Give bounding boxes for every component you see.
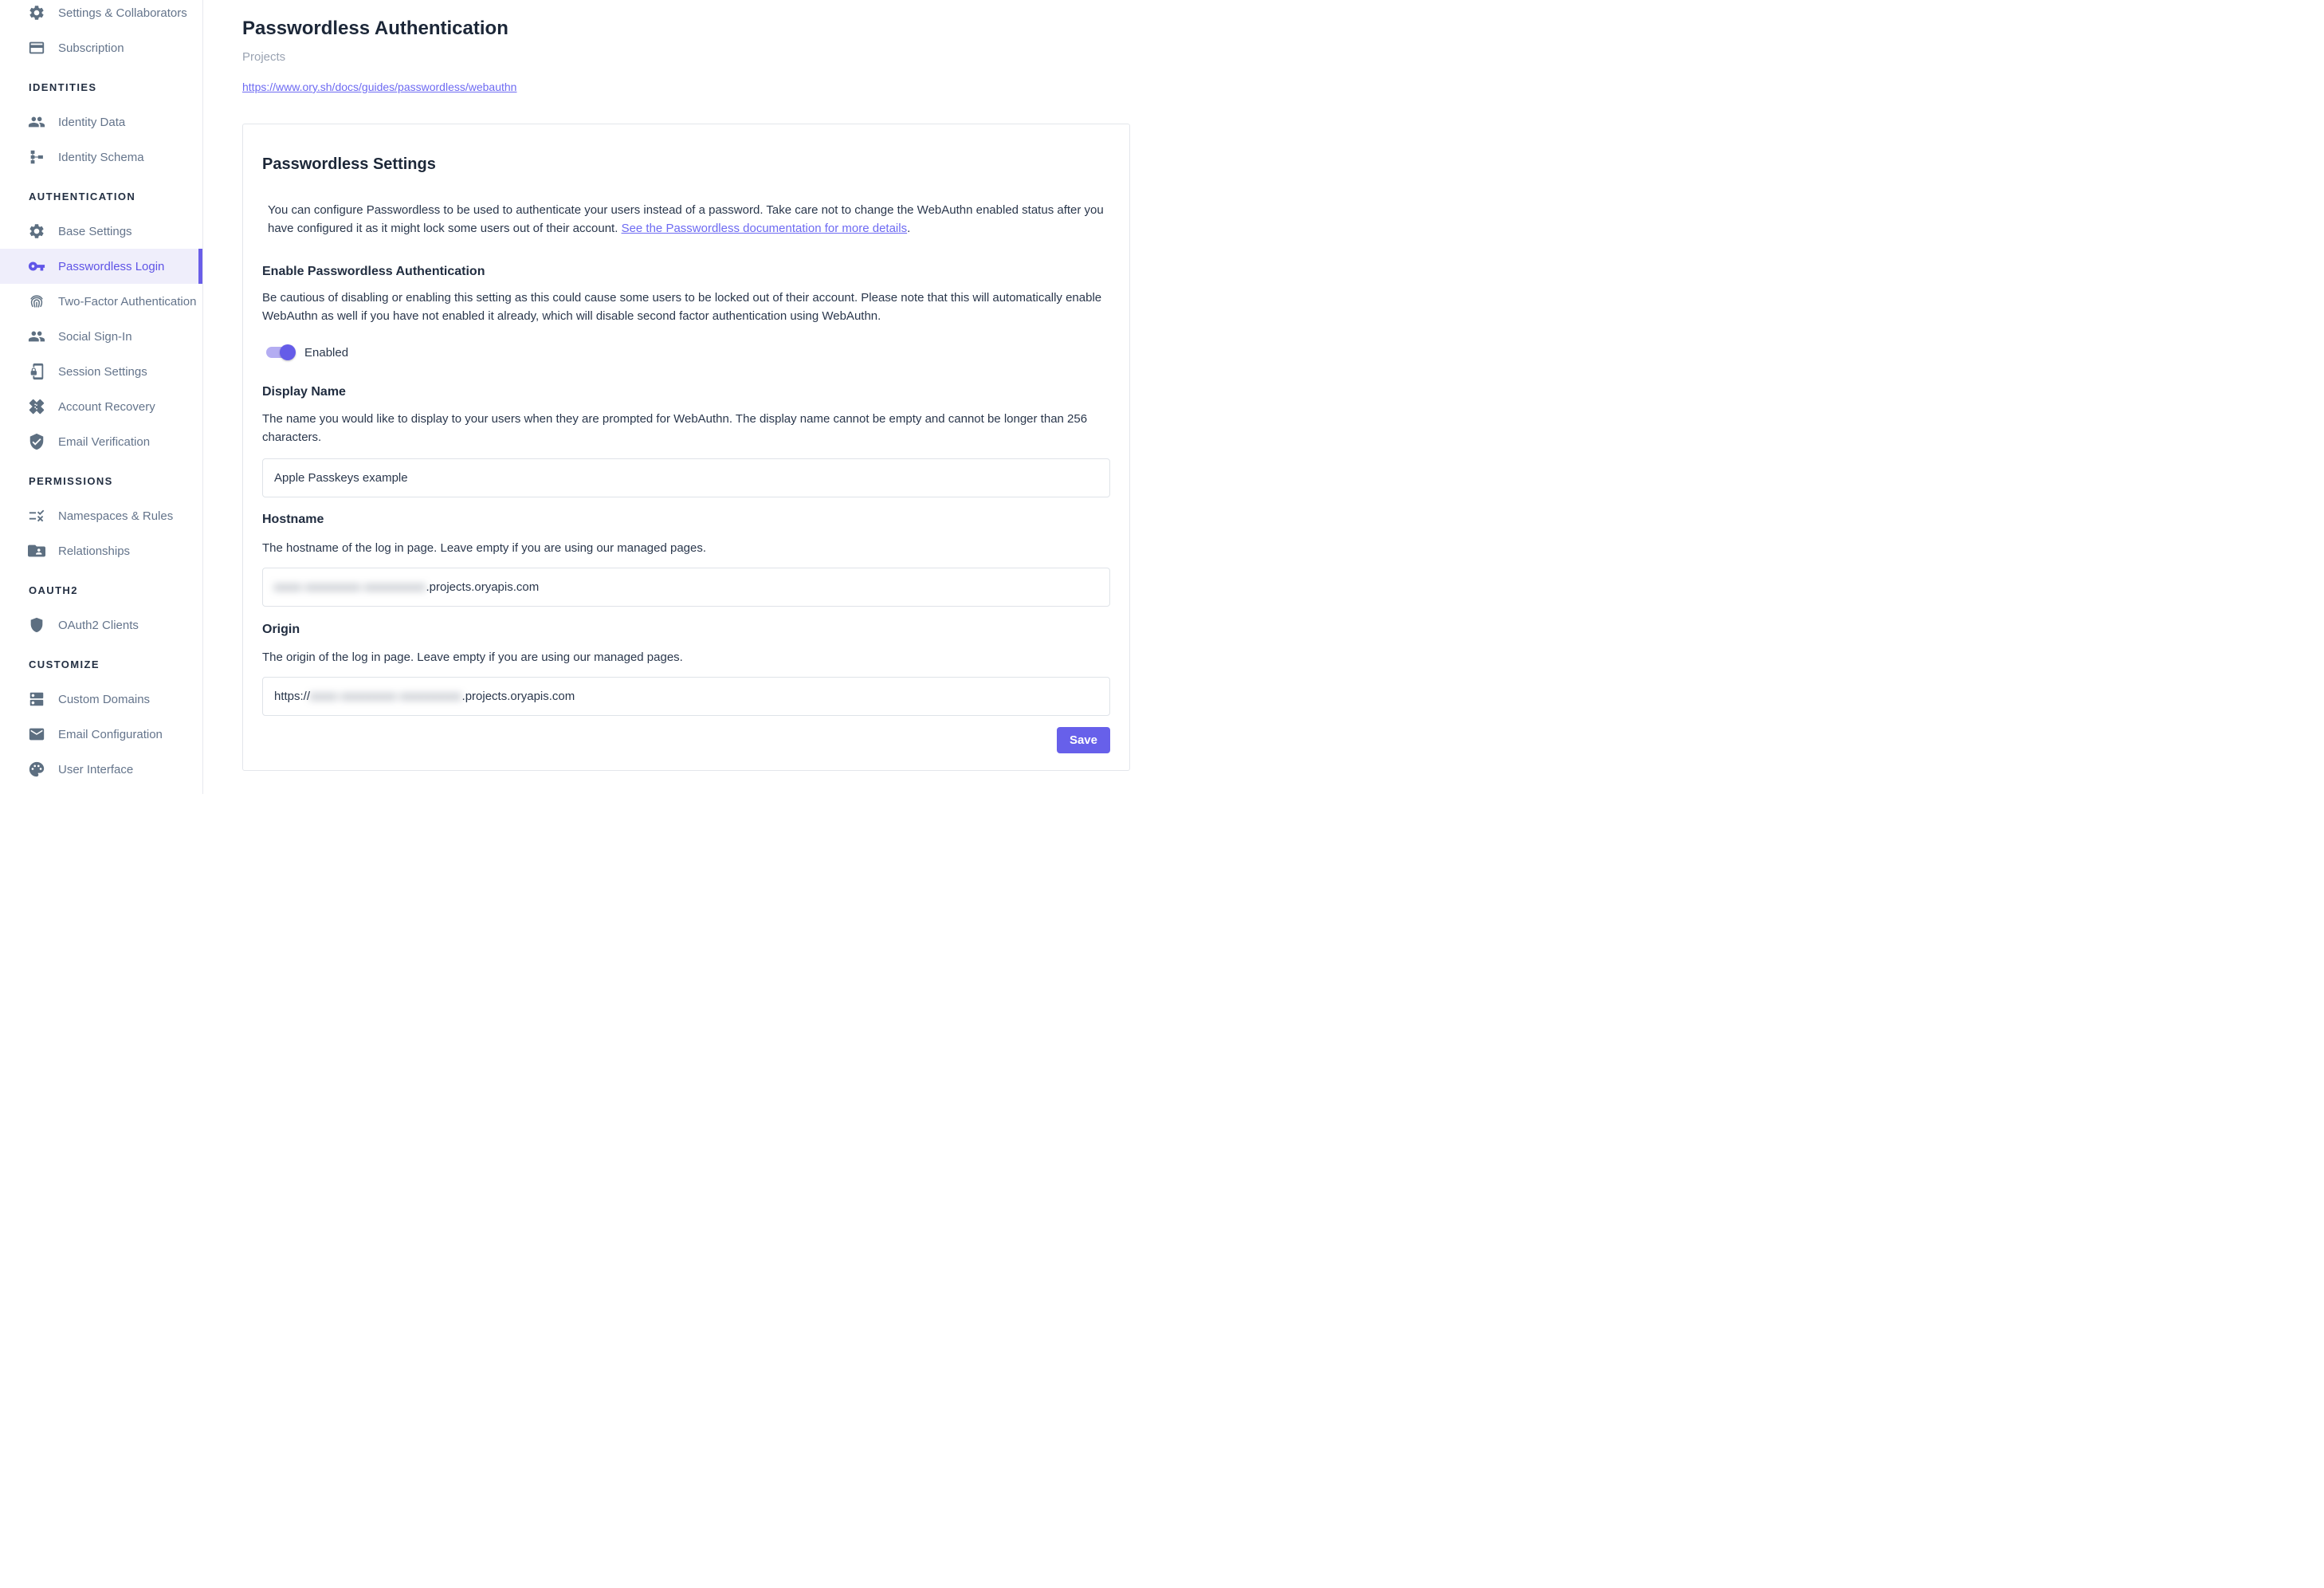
sidebar-item-label: Settings & Collaborators <box>58 6 187 20</box>
sidebar-item-user-interface[interactable] <box>0 752 202 787</box>
sidebar-item-custom-domains[interactable] <box>0 682 202 717</box>
hostname-input[interactable] <box>262 568 1110 607</box>
sidebar-item-label: Email Verification <box>58 434 151 449</box>
hostname-redacted-subdomain: xxxx-xxxxxxxx-xxxxxxxxx <box>274 580 426 594</box>
sidebar-section-customize: CUSTOMIZE <box>29 658 100 670</box>
bandage-icon <box>28 398 45 415</box>
sidebar-item-settings-collaborators[interactable] <box>0 0 202 30</box>
card-intro <box>262 201 1110 238</box>
sidebar-item-label: User Interface <box>58 762 134 776</box>
sidebar-item-label: Relationships <box>58 544 131 558</box>
breadcrumb: Projects <box>242 50 286 64</box>
sidebar-item-passwordless-login[interactable] <box>0 249 202 284</box>
sidebar <box>0 0 203 794</box>
passwordless-docs-link[interactable]: See the Passwordless documentation for more details <box>621 222 908 235</box>
enable-heading: Enable Passwordless Authentication <box>262 265 485 278</box>
credit-card-icon <box>28 39 45 57</box>
card-title: Passwordless Settings <box>262 155 436 173</box>
origin-suffix: .projects.oryapis.com <box>461 690 575 703</box>
sidebar-nav <box>0 0 202 787</box>
sidebar-item-account-recovery[interactable] <box>0 389 202 424</box>
sidebar-item-subscription[interactable] <box>0 30 202 65</box>
sidebar-item-oauth2-clients[interactable] <box>0 607 202 643</box>
save-button[interactable]: Save <box>1057 727 1110 753</box>
sidebar-item-social-sign-in[interactable] <box>0 319 202 354</box>
sidebar-item-label: Email Configuration <box>58 727 163 741</box>
hostname-description: The hostname of the log in page. Leave empty if you are using our managed pages. <box>262 541 707 555</box>
schema-icon <box>28 148 45 166</box>
fingerprint-icon <box>28 293 45 310</box>
sidebar-section-oauth2: OAUTH2 <box>29 584 78 596</box>
people-icon <box>28 113 45 131</box>
shield-check-icon <box>28 433 45 450</box>
sidebar-item-base-settings[interactable] <box>0 214 202 249</box>
sidebar-section-authentication: AUTHENTICATION <box>29 190 136 202</box>
sidebar-item-label: Account Recovery <box>58 399 155 414</box>
sidebar-item-identity-schema[interactable] <box>0 140 202 175</box>
gear-icon <box>28 4 45 22</box>
page-title: Passwordless Authentication <box>242 18 508 39</box>
hostname-heading: Hostname <box>262 513 324 526</box>
sidebar-item-two-factor[interactable] <box>0 284 202 319</box>
sidebar-item-identity-data[interactable] <box>0 104 202 140</box>
phone-lock-icon <box>28 363 45 380</box>
key-icon <box>28 257 45 275</box>
main-content <box>203 0 2324 1588</box>
origin-input[interactable] <box>262 677 1110 716</box>
sidebar-item-label: Subscription <box>58 41 124 55</box>
sidebar-item-label: Session Settings <box>58 364 147 379</box>
intro-suffix: . <box>907 222 911 235</box>
sidebar-item-label: OAuth2 Clients <box>58 618 139 632</box>
display-name-heading: Display Name <box>262 385 346 399</box>
shield-icon <box>28 616 45 634</box>
origin-prefix: https:// <box>274 690 311 703</box>
display-name-input[interactable] <box>262 458 1110 497</box>
sidebar-section-identities: IDENTITIES <box>29 81 97 93</box>
display-name-value: Apple Passkeys example <box>274 471 408 485</box>
sidebar-section-permissions: PERMISSIONS <box>29 474 113 487</box>
origin-description: The origin of the log in page. Leave empty if you are using our managed pages. <box>262 651 683 664</box>
people-icon <box>28 328 45 345</box>
sidebar-item-session-settings[interactable] <box>0 354 202 389</box>
sidebar-item-namespaces-rules[interactable] <box>0 498 202 533</box>
intro-text: You can configure Passwordless to be used to authenticate your users instead of a password. Take care not to change the WebAuthn enabled status after you have configured it as it might lock some users out of their account. <box>268 203 1104 235</box>
sidebar-item-label: Passwordless Login <box>58 259 165 273</box>
palette-icon <box>28 761 45 778</box>
sidebar-item-label: Two-Factor Authentication <box>58 294 197 309</box>
sidebar-item-label: Identity Schema <box>58 150 144 164</box>
toggle-thumb <box>280 344 296 360</box>
origin-heading: Origin <box>262 623 300 636</box>
display-name-description: The name you would like to display to your users when they are prompted for WebAuthn. The display name cannot be empty and cannot be longer than 256 characters. <box>262 412 1088 444</box>
sidebar-item-label: Namespaces & Rules <box>58 509 174 523</box>
sidebar-item-label: Social Sign-In <box>58 329 132 344</box>
sidebar-item-email-verification[interactable] <box>0 424 202 459</box>
sidebar-item-label: Identity Data <box>58 115 126 129</box>
origin-redacted-subdomain: xxxx-xxxxxxxx-xxxxxxxxx <box>310 690 462 703</box>
sidebar-item-relationships[interactable] <box>0 533 202 568</box>
documentation-link[interactable]: https://www.ory.sh/docs/guides/passwordless/webauthn <box>242 81 517 93</box>
passwordless-toggle[interactable] <box>266 347 293 358</box>
dns-server-icon <box>28 690 45 708</box>
save-row <box>262 727 1110 753</box>
sidebar-item-label: Base Settings <box>58 224 132 238</box>
gear-icon <box>28 222 45 240</box>
passwordless-settings-card <box>242 124 1130 771</box>
toggle-label: Enabled <box>304 345 349 360</box>
sidebar-item-email-configuration[interactable] <box>0 717 202 752</box>
envelope-icon <box>28 725 45 743</box>
enable-description: Be cautious of disabling or enabling this setting as this could cause some users to be locked out of their account. Please note that this will automatically enable WebAuthn as well if you have not enabled it already, which will disable second factor authentication using WebAuthn. <box>262 291 1102 323</box>
hostname-suffix: .projects.oryapis.com <box>426 580 540 594</box>
sidebar-item-label: Custom Domains <box>58 692 151 706</box>
folder-person-icon <box>28 542 45 560</box>
rule-icon <box>28 507 45 525</box>
enable-toggle-row <box>262 344 1110 360</box>
